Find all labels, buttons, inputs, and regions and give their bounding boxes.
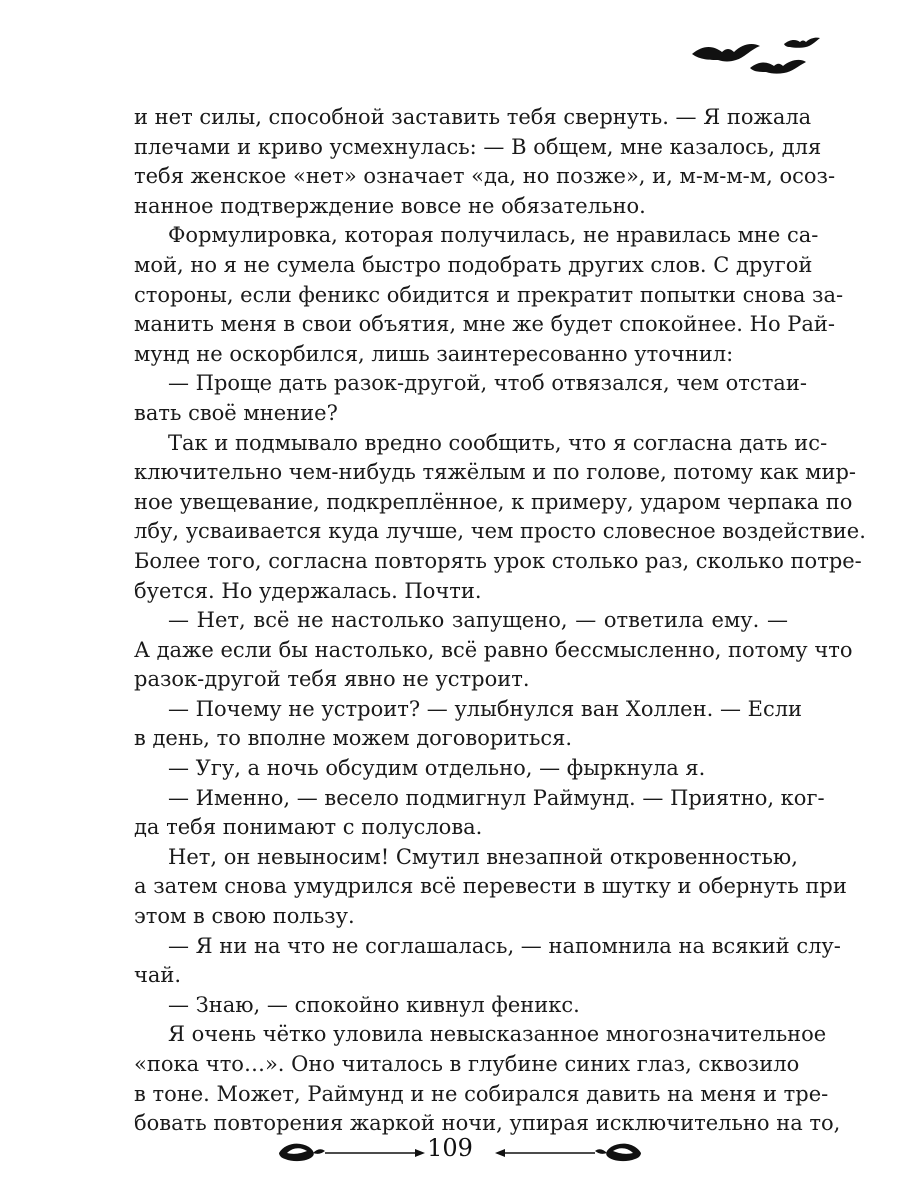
text-line: — Угу, а ночь обсудим отдельно, — фыркнула я. <box>168 756 706 781</box>
text-line: плечами и криво усмехнулась: — В общем, мне казалось, для <box>134 134 822 159</box>
text-line: Нет, он невыносим! Смутил внезапной откровенностью, <box>168 844 798 869</box>
text-line: бовать повторения жаркой ночи, упирая исключительно на то, <box>134 1111 841 1136</box>
text-line: разок-другой тебя явно не устроит. <box>134 667 530 692</box>
text-line: — Я ни на что не соглашалась, — напомнила на всякий слу- <box>168 933 841 958</box>
text-line: — Почему не устроит? — улыбнулся ван Холлен. — Если <box>168 696 803 721</box>
text-line: этом в свою пользу. <box>134 904 355 929</box>
text-line: нанное подтверждение вовсе не обязательно. <box>134 193 646 218</box>
text-line: мунд не оскорбился, лишь заинтересованно уточнил: <box>134 341 734 366</box>
text-line: тебя женское «нет» означает «да, но позже», и, м-м-м-м, осоз- <box>134 164 836 189</box>
text-line: ное увещевание, подкреплённое, к примеру, ударом черпака по <box>134 489 853 514</box>
text-line: чай. <box>134 963 182 988</box>
text-line: стороны, если феникс обидится и прекратит попытки снова за- <box>134 282 844 307</box>
text-line: вать своё мнение? <box>134 400 338 425</box>
text-line: «пока что…». Оно читалось в глубине синих глаз, сквозило <box>134 1052 800 1076</box>
text-line: лбу, усваивается куда лучше, чем просто словесное воздействие. <box>134 519 866 544</box>
text-line: Формулировка, которая получилась, не нравилась мне са- <box>168 223 819 248</box>
page-body-text <box>134 103 866 1139</box>
text-line: манить меня в свои объятия, мне же будет спокойнее. Но Рай- <box>134 312 836 337</box>
text-line: Более того, согласна повторять урок столько раз, сколько потре- <box>134 548 862 573</box>
text-line: А даже если бы настолько, всё равно бессмысленно, потому что <box>134 637 853 662</box>
bats-ornament-icon <box>690 36 820 82</box>
text-line: — Знаю, — спокойно кивнул феникс. <box>168 992 580 1017</box>
text-line: мой, но я не сумела быстро подобрать других слов. С другой <box>134 252 813 277</box>
text-line: ключительно чем-нибудь тяжёлым и по голове, потому как мир- <box>134 460 857 485</box>
text-line: — Нет, всё не настолько запущено, — ответила ему. — <box>168 608 788 633</box>
text-line: буется. Но удержалась. Почти. <box>134 578 482 603</box>
text-line: да тебя понимают с полуслова. <box>134 815 483 840</box>
text-line: в день, то вполне можем договориться. <box>134 726 573 751</box>
text-line: — Именно, — весело подмигнул Раймунд. — Приятно, ког- <box>168 785 825 810</box>
page-number: 109 <box>427 1134 473 1162</box>
text-line: — Проще дать разок-другой, чтоб отвязался, чем отстаи- <box>168 371 807 396</box>
text-line: и нет силы, способной заставить тебя свернуть. — Я пожала <box>134 105 812 129</box>
text-line: в тоне. Может, Раймунд и не собирался давить на меня и тре- <box>134 1081 829 1106</box>
text-line: а затем снова умудрился всё перевести в шутку и обернуть при <box>134 874 847 899</box>
text-line: Так и подмывало вредно сообщить, что я согласна дать ис- <box>168 430 828 455</box>
text-line: Я очень чётко уловила невысказанное многозначительное <box>168 1022 827 1047</box>
